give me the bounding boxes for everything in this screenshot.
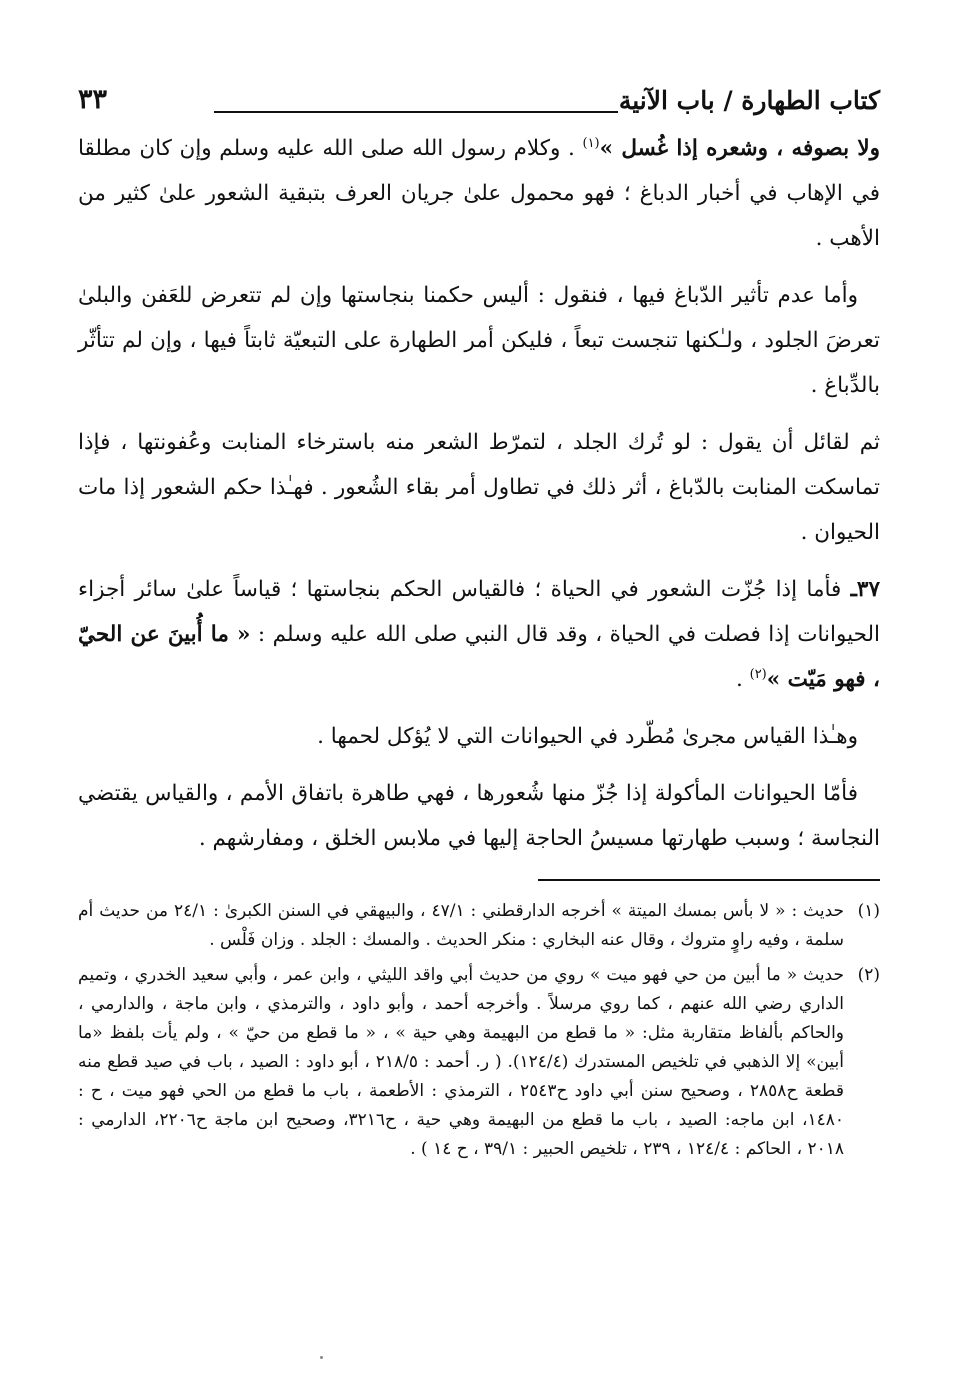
page-dot (320, 1356, 323, 1359)
header-rule (214, 111, 618, 113)
paragraph-1 (78, 126, 880, 261)
paragraph-text: . (735, 667, 750, 692)
paragraph-text: فأما إذا جُزّت الشعور في الحياة ؛ فالقياس الحكم بنجاستها ؛ قياساً علىٰ سائر أجزاء الحيوانات إذا فصلت في الحياة ، وقد قال النبي صلى الله عليه وسلم : (78, 577, 880, 647)
footnote-text: حديث « ما أبين من حي فهو ميت » روي من حديث أبي واقد الليثي ، وابن عمر ، وأبي سعيد الخدري ، وتميم الداري رضي الله عنهم ، كما روي مرسلاً . وأخرجه أحمد ، وأبو داود ، والترمذي ، وابن ماجة ، والدارمي ، والحاكم بألفاظ متقاربة مثل: « ما قطع من البهيمة وهي حية » ، « ما قطع من حيّ » ، ولم يأت بلفظ «ما أبين» إلا الذهبي في تلخيص المستدرك (١٢٤/٤). ( ر. أحمد : ٢١٨/٥ ، أبو داود : الصيد ، باب في صيد قطع منه قطعة ح٢٨٥٨ ، وصحيح سنن أبي داود ح٢٥٤٣ ، الترمذي : الأطعمة ، باب ما قطع من الحي فهو ميت ، ح : ١٤٨٠، ابن ماجه: الصيد ، باب ما قطع من البهيمة وهي حية ، ح٣٢١٦، وصحيح ابن ماجة ح٢٢٠٦، الدارمي : ٢٠١٨ ، الحاكم : ١٢٤/٤ ، ٢٣٩ ، تلخيص الحبير : ٣٩/١ ، ح ١٤ ) . (78, 965, 845, 1159)
paragraph-text: . وكلام رسول الله صلى الله عليه وسلم وإن كان مطلقا في الإهاب في أخبار الدباغ ؛ فهو محمول علىٰ جريان العرف بتبقية الشعور علىٰ كثير من الأهب . (78, 136, 880, 251)
footnote-ref-2: (٢) (749, 666, 767, 682)
page-header (78, 78, 880, 122)
paragraph-3: ثم لقائل أن يقول : لو تُرك الجلد ، لتمرّط الشعر منه باسترخاء المنابت وعُفونتها ، فإذا تماسكت المنابت بالدّباغ ، أثر ذلك في تطاول أمر بقاء الشُعور . فهـٰذا حكم الشعور إذا مات الحيوان . (78, 430, 880, 545)
footnote-text: حديث : « لا بأس بمسك الميتة » أخرجه الدارقطني : ٤٧/١ ، والبيهقي في السنن الكبرىٰ : ٢٤/١ من حديث أم سلمة ، وفيه راوٍ متروك ، وقال عنه البخاري : منكر الحديث . والمسك : الجلد . وزان فَلْس . (78, 901, 845, 950)
footnote-separator (538, 879, 880, 881)
section-number: ٣٧ـ (850, 577, 880, 602)
footnote-number: (٢) (857, 965, 880, 985)
paragraph-5: وهـٰذا القياس مجرىٰ مُطّرد في الحيوانات التي لا يُؤكل لحمها . (317, 724, 858, 749)
paragraph-6: فأمّا الحيوانات المأكولة إذا جُزّ منها شُعورها ، فهي طاهرة باتفاق الأمم ، والقياس يقتضي النجاسة ؛ وسبب طهارتها مسيسُ الحاجة إليها في ملابس الخلق ، ومفارشهم . (78, 781, 880, 851)
quoted-hadith: « ما أُبينَ عن الحيّ ، فهو مَيّت » (78, 622, 880, 692)
footnote-1 (78, 897, 880, 955)
footnote-ref-1: (١) (582, 135, 600, 151)
footnote-number: (١) (857, 901, 880, 921)
page-number: ٣٣ (78, 84, 108, 115)
quoted-hadith: ولا بصوفه ، وشعره إذا غُسل » (599, 136, 880, 161)
paragraph-4 (78, 567, 880, 702)
main-text (78, 126, 880, 861)
paragraph-2: وأما عدم تأثير الدّباغ فيها ، فنقول : أليس حكمنا بنجاستها وإن لم تتعرض للعَفن والبلىٰ تعرضَ الجلود ، ولـٰكنها تنجست تبعاً ، فليكن أمر الطهارة على التبعيّة ثابتاً فيها ، وإن لم تتأثّر بالدِّباغ . (78, 283, 880, 398)
running-title: كتاب الطهارة / باب الآنية (618, 86, 880, 115)
footnotes (78, 897, 880, 1164)
page (78, 78, 880, 1170)
footnote-2 (78, 961, 880, 1164)
